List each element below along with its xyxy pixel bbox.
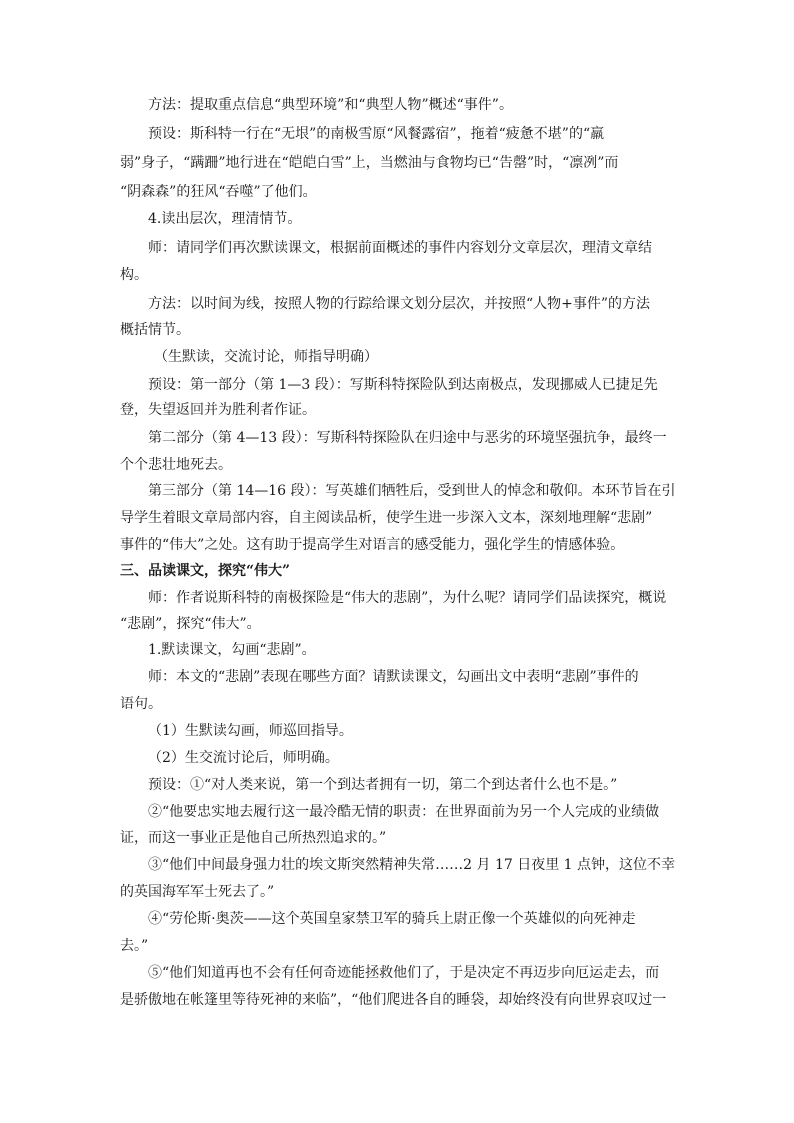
step-4-heading: 4.读出层次，理清情节。 xyxy=(148,211,302,227)
sub-step-2: （2）生交流讨论后，师明确。 xyxy=(148,750,339,766)
teacher-line-1a: 师：请同学们再次默读课文，根据前面概述的事件内容划分文章层次，理清文章结 xyxy=(148,240,652,256)
quote-4b: 去。” xyxy=(120,938,149,954)
teacher-line-2b: “悲剧”，探究“伟大”。 xyxy=(120,616,261,632)
preset-quote-1: 预设：①“对人类来说，第一个到达者拥有一切，第二个到达者什么也不是。” xyxy=(148,777,618,793)
teacher-line-3b: 语句。 xyxy=(120,696,162,712)
sub-step-1: （1）生默读勾画，师巡回指导。 xyxy=(148,723,353,739)
method-line-2a: 方法：以时间为线，按照人物的行踪给课文划分层次，并按照“人物+事件”的方法 xyxy=(148,296,651,312)
method-line-2b: 概括情节。 xyxy=(120,322,190,338)
quote-5a: ⑤“他们知道再也不会有任何奇迹能拯救他们了，于是决定不再迈步向厄运走去，而 xyxy=(148,965,660,981)
quote-2a: ②“他要忠实地去履行这一最冷酷无情的职责：在世界面前为另一个人完成的业绩做 xyxy=(148,804,660,820)
quote-3a: ③“他们中间最身强力壮的埃文斯突然精神失常……2 月 17 日夜里 1 点钟，这位不幸 xyxy=(148,857,676,873)
quote-4a: ④“劳伦斯·奥茨——这个英国皇家禁卫军的骑兵上尉正像一个英雄似的向死神走 xyxy=(148,911,636,927)
teacher-line-1b: 构。 xyxy=(120,267,148,283)
quote-2b: 证，而这一事业正是他自己所热烈追求的。” xyxy=(120,830,387,846)
student-activity-line: （生默读，交流讨论，师指导明确） xyxy=(154,349,378,365)
method-line-1: 方法：提取重点信息“典型环境”和“典型人物”概述“事件”。 xyxy=(148,97,513,113)
preset-line-1b: 弱”身子，“蹒跚”地行进在“皑皑白雪”上，当燃油与食物均已“告罄”时，“凛冽”而 xyxy=(120,155,619,171)
teacher-line-3a: 师：本文的“悲剧”表现在哪些方面？请默读课文，勾画出文中表明“悲剧”事件的 xyxy=(148,669,639,685)
preset-part-1b: 登，失望返回并为胜利者作证。 xyxy=(120,402,316,418)
preset-line-1c: “阴森森”的狂风“吞噬”了他们。 xyxy=(120,184,317,200)
part-3b: 导学生着眼文章局部内容，自主阅读品析，使学生进一步深入文本，深刻地理解“悲剧” xyxy=(120,510,653,526)
teacher-line-2a: 师：作者说斯科特的南极探险是“伟大的悲剧”，为什么呢？请同学们品读探究，概说 xyxy=(148,590,667,606)
quote-5b: 是骄傲地在帐篷里等待死神的来临”，“他们爬进各自的睡袋，却始终没有向世界哀叹过一 xyxy=(120,992,667,1008)
section-3-heading: 三、品读课文，探究“伟大” xyxy=(120,563,291,579)
step-1-heading: 1.默读课文，勾画“悲剧”。 xyxy=(148,642,316,658)
quote-3b: 的英国海军军士死去了。” xyxy=(120,884,275,900)
part-2a: 第二部分（第 4—13 段）：写斯科特探险队在归途中与恶劣的环境坚强抗争，最终一 xyxy=(148,430,667,446)
part-3a: 第三部分（第 14—16 段）：写英雄们牺牲后，受到世人的悼念和敬仰。本环节旨在引 xyxy=(148,483,676,499)
part-3c: 事件的“伟大”之处。这有助于提高学生对语言的感受能力，强化学生的情感体验。 xyxy=(120,537,625,553)
part-2b: 个个悲壮地死去。 xyxy=(120,457,232,473)
preset-line-1a: 预设：斯科特一行在“无垠”的南极雪原“风餐露宿”，拖着“疲惫不堪”的“羸 xyxy=(148,126,605,142)
preset-part-1a: 预设：第一部分（第 1—3 段）：写斯科特探险队到达南极点，发现挪威人已捷足先 xyxy=(148,377,658,393)
